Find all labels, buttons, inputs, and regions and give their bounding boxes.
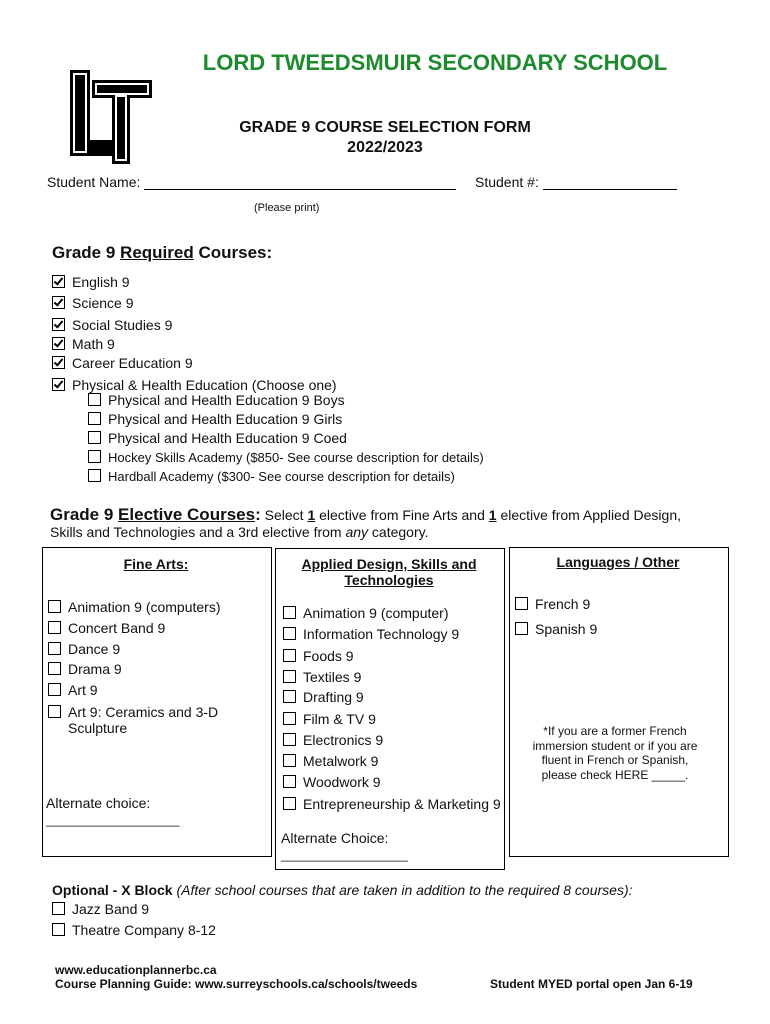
applied-item[interactable]: Metalwork 9 bbox=[283, 753, 378, 769]
applied-item[interactable]: Information Technology 9 bbox=[283, 626, 459, 642]
pe-option-girls[interactable]: Physical and Health Education 9 Girls bbox=[88, 411, 342, 427]
optional-item-jazz[interactable]: Jazz Band 9 bbox=[52, 901, 149, 917]
fine-arts-title: Fine Arts: bbox=[123, 556, 189, 572]
required-item-math: Math 9 bbox=[52, 336, 115, 352]
checkbox[interactable] bbox=[283, 690, 296, 703]
student-number-label: Student #: bbox=[475, 174, 539, 190]
school-name: LORD TWEEDSMUIR SECONDARY SCHOOL bbox=[202, 50, 668, 75]
checkbox[interactable] bbox=[52, 902, 65, 915]
pe-option-coed[interactable]: Physical and Health Education 9 Coed bbox=[88, 430, 347, 446]
fine-arts-item[interactable]: Concert Band 9 bbox=[48, 620, 165, 636]
footer-guide: Course Planning Guide: www.surreyschools.ca/schools/tweeds bbox=[55, 977, 418, 991]
checkbox[interactable] bbox=[515, 597, 528, 610]
fine-arts-item[interactable]: Art 9 bbox=[48, 682, 98, 698]
checkbox[interactable] bbox=[48, 705, 61, 718]
checkbox-checked bbox=[52, 275, 65, 288]
language-item-spanish[interactable]: Spanish 9 bbox=[515, 621, 597, 637]
checkbox[interactable] bbox=[48, 642, 61, 655]
checkbox[interactable] bbox=[48, 600, 61, 613]
footer-website: www.educationplannerbc.ca bbox=[55, 963, 217, 977]
form-title bbox=[0, 118, 770, 158]
fine-arts-item[interactable]: Drama 9 bbox=[48, 661, 122, 677]
required-item-english: English 9 bbox=[52, 274, 130, 290]
checkbox-checked bbox=[52, 337, 65, 350]
checkbox[interactable] bbox=[88, 412, 101, 425]
applied-item[interactable]: Drafting 9 bbox=[283, 689, 364, 705]
checkbox[interactable] bbox=[48, 621, 61, 634]
fine-arts-alternate-field[interactable]: ____________________ bbox=[46, 813, 180, 827]
applied-item[interactable]: Woodwork 9 bbox=[283, 774, 381, 790]
checkbox[interactable] bbox=[48, 683, 61, 696]
language-item-french[interactable]: French 9 bbox=[515, 596, 590, 612]
pe-option-boys[interactable]: Physical and Health Education 9 Boys bbox=[88, 392, 345, 408]
applied-item[interactable]: Entrepreneurship & Marketing 9 bbox=[283, 796, 501, 812]
electives-instructions-line2: Skills and Technologies and a 3rd elective from any category. bbox=[50, 524, 429, 540]
fine-arts-alternate-label: Alternate choice: bbox=[46, 795, 151, 811]
applied-alternate-label: Alternate Choice: bbox=[281, 830, 389, 846]
applied-item[interactable]: Animation 9 (computer) bbox=[283, 605, 449, 621]
fine-arts-item-continued: Sculpture bbox=[68, 720, 128, 736]
checkbox[interactable] bbox=[283, 733, 296, 746]
checkbox[interactable] bbox=[283, 797, 296, 810]
checkbox[interactable] bbox=[88, 393, 101, 406]
checkbox-checked bbox=[52, 356, 65, 369]
fine-arts-item[interactable]: Art 9: Ceramics and 3-D bbox=[48, 704, 218, 720]
footer-portal: Student MYED portal open Jan 6-19 bbox=[490, 977, 693, 991]
checkbox[interactable] bbox=[283, 606, 296, 619]
applied-design-title: Applied Design, Skills and Technologies bbox=[301, 556, 477, 588]
checkbox[interactable] bbox=[52, 923, 65, 936]
electives-heading: Grade 9 Elective Courses: bbox=[50, 505, 261, 524]
checkbox-checked bbox=[52, 318, 65, 331]
student-name-field[interactable] bbox=[144, 175, 456, 190]
checkbox[interactable] bbox=[88, 431, 101, 444]
required-heading: Grade 9 Required Courses: bbox=[52, 243, 273, 262]
applied-item[interactable]: Film & TV 9 bbox=[283, 711, 376, 727]
school-year: 2022/2023 bbox=[347, 139, 423, 156]
electives-heading-row: Grade 9 Elective Courses: Select 1 elective from Fine Arts and 1 elective from Applied Design, bbox=[50, 505, 681, 524]
optional-heading: Optional - X Block (After school courses that are taken in addition to the required 8 courses): bbox=[52, 882, 633, 898]
checkbox-checked bbox=[52, 378, 65, 391]
student-number-row bbox=[475, 174, 677, 190]
checkbox-checked bbox=[52, 296, 65, 309]
student-name-label: Student Name: bbox=[47, 174, 141, 190]
required-item-career: Career Education 9 bbox=[52, 355, 193, 371]
checkbox[interactable] bbox=[88, 469, 101, 482]
french-immersion-note: *If you are a former French immersion student or if you are fluent in French or Spanish, please check HERE _____. bbox=[532, 724, 698, 782]
applied-item[interactable]: Electronics 9 bbox=[283, 732, 383, 748]
applied-item[interactable]: Foods 9 bbox=[283, 648, 354, 664]
required-item-science: Science 9 bbox=[52, 295, 133, 311]
print-note: (Please print) bbox=[254, 202, 320, 214]
checkbox[interactable] bbox=[283, 627, 296, 640]
checkbox[interactable] bbox=[88, 450, 101, 463]
checkbox[interactable] bbox=[48, 662, 61, 675]
checkbox[interactable] bbox=[283, 775, 296, 788]
applied-item[interactable]: Textiles 9 bbox=[283, 669, 361, 685]
pe-option-hardball[interactable]: Hardball Academy ($300- See course description for details) bbox=[88, 469, 455, 484]
fine-arts-item[interactable]: Animation 9 (computers) bbox=[48, 599, 221, 615]
languages-box bbox=[509, 547, 729, 857]
applied-alternate-field[interactable]: ___________________ bbox=[281, 848, 408, 862]
languages-title: Languages / Other bbox=[556, 554, 680, 570]
form-title-text: GRADE 9 COURSE SELECTION FORM bbox=[239, 119, 531, 136]
checkbox[interactable] bbox=[283, 712, 296, 725]
required-item-pe: Physical & Health Education (Choose one) bbox=[52, 377, 337, 393]
applied-design-box bbox=[275, 548, 505, 870]
checkbox[interactable] bbox=[283, 649, 296, 662]
checkbox[interactable] bbox=[515, 622, 528, 635]
optional-item-theatre[interactable]: Theatre Company 8-12 bbox=[52, 922, 216, 938]
checkbox[interactable] bbox=[283, 670, 296, 683]
checkbox[interactable] bbox=[283, 754, 296, 767]
student-name-row bbox=[47, 174, 456, 190]
pe-option-hockey[interactable]: Hockey Skills Academy ($850- See course description for details) bbox=[88, 450, 484, 465]
required-item-social-studies: Social Studies 9 bbox=[52, 317, 172, 333]
fine-arts-item[interactable]: Dance 9 bbox=[48, 641, 120, 657]
student-number-field[interactable] bbox=[543, 175, 677, 190]
